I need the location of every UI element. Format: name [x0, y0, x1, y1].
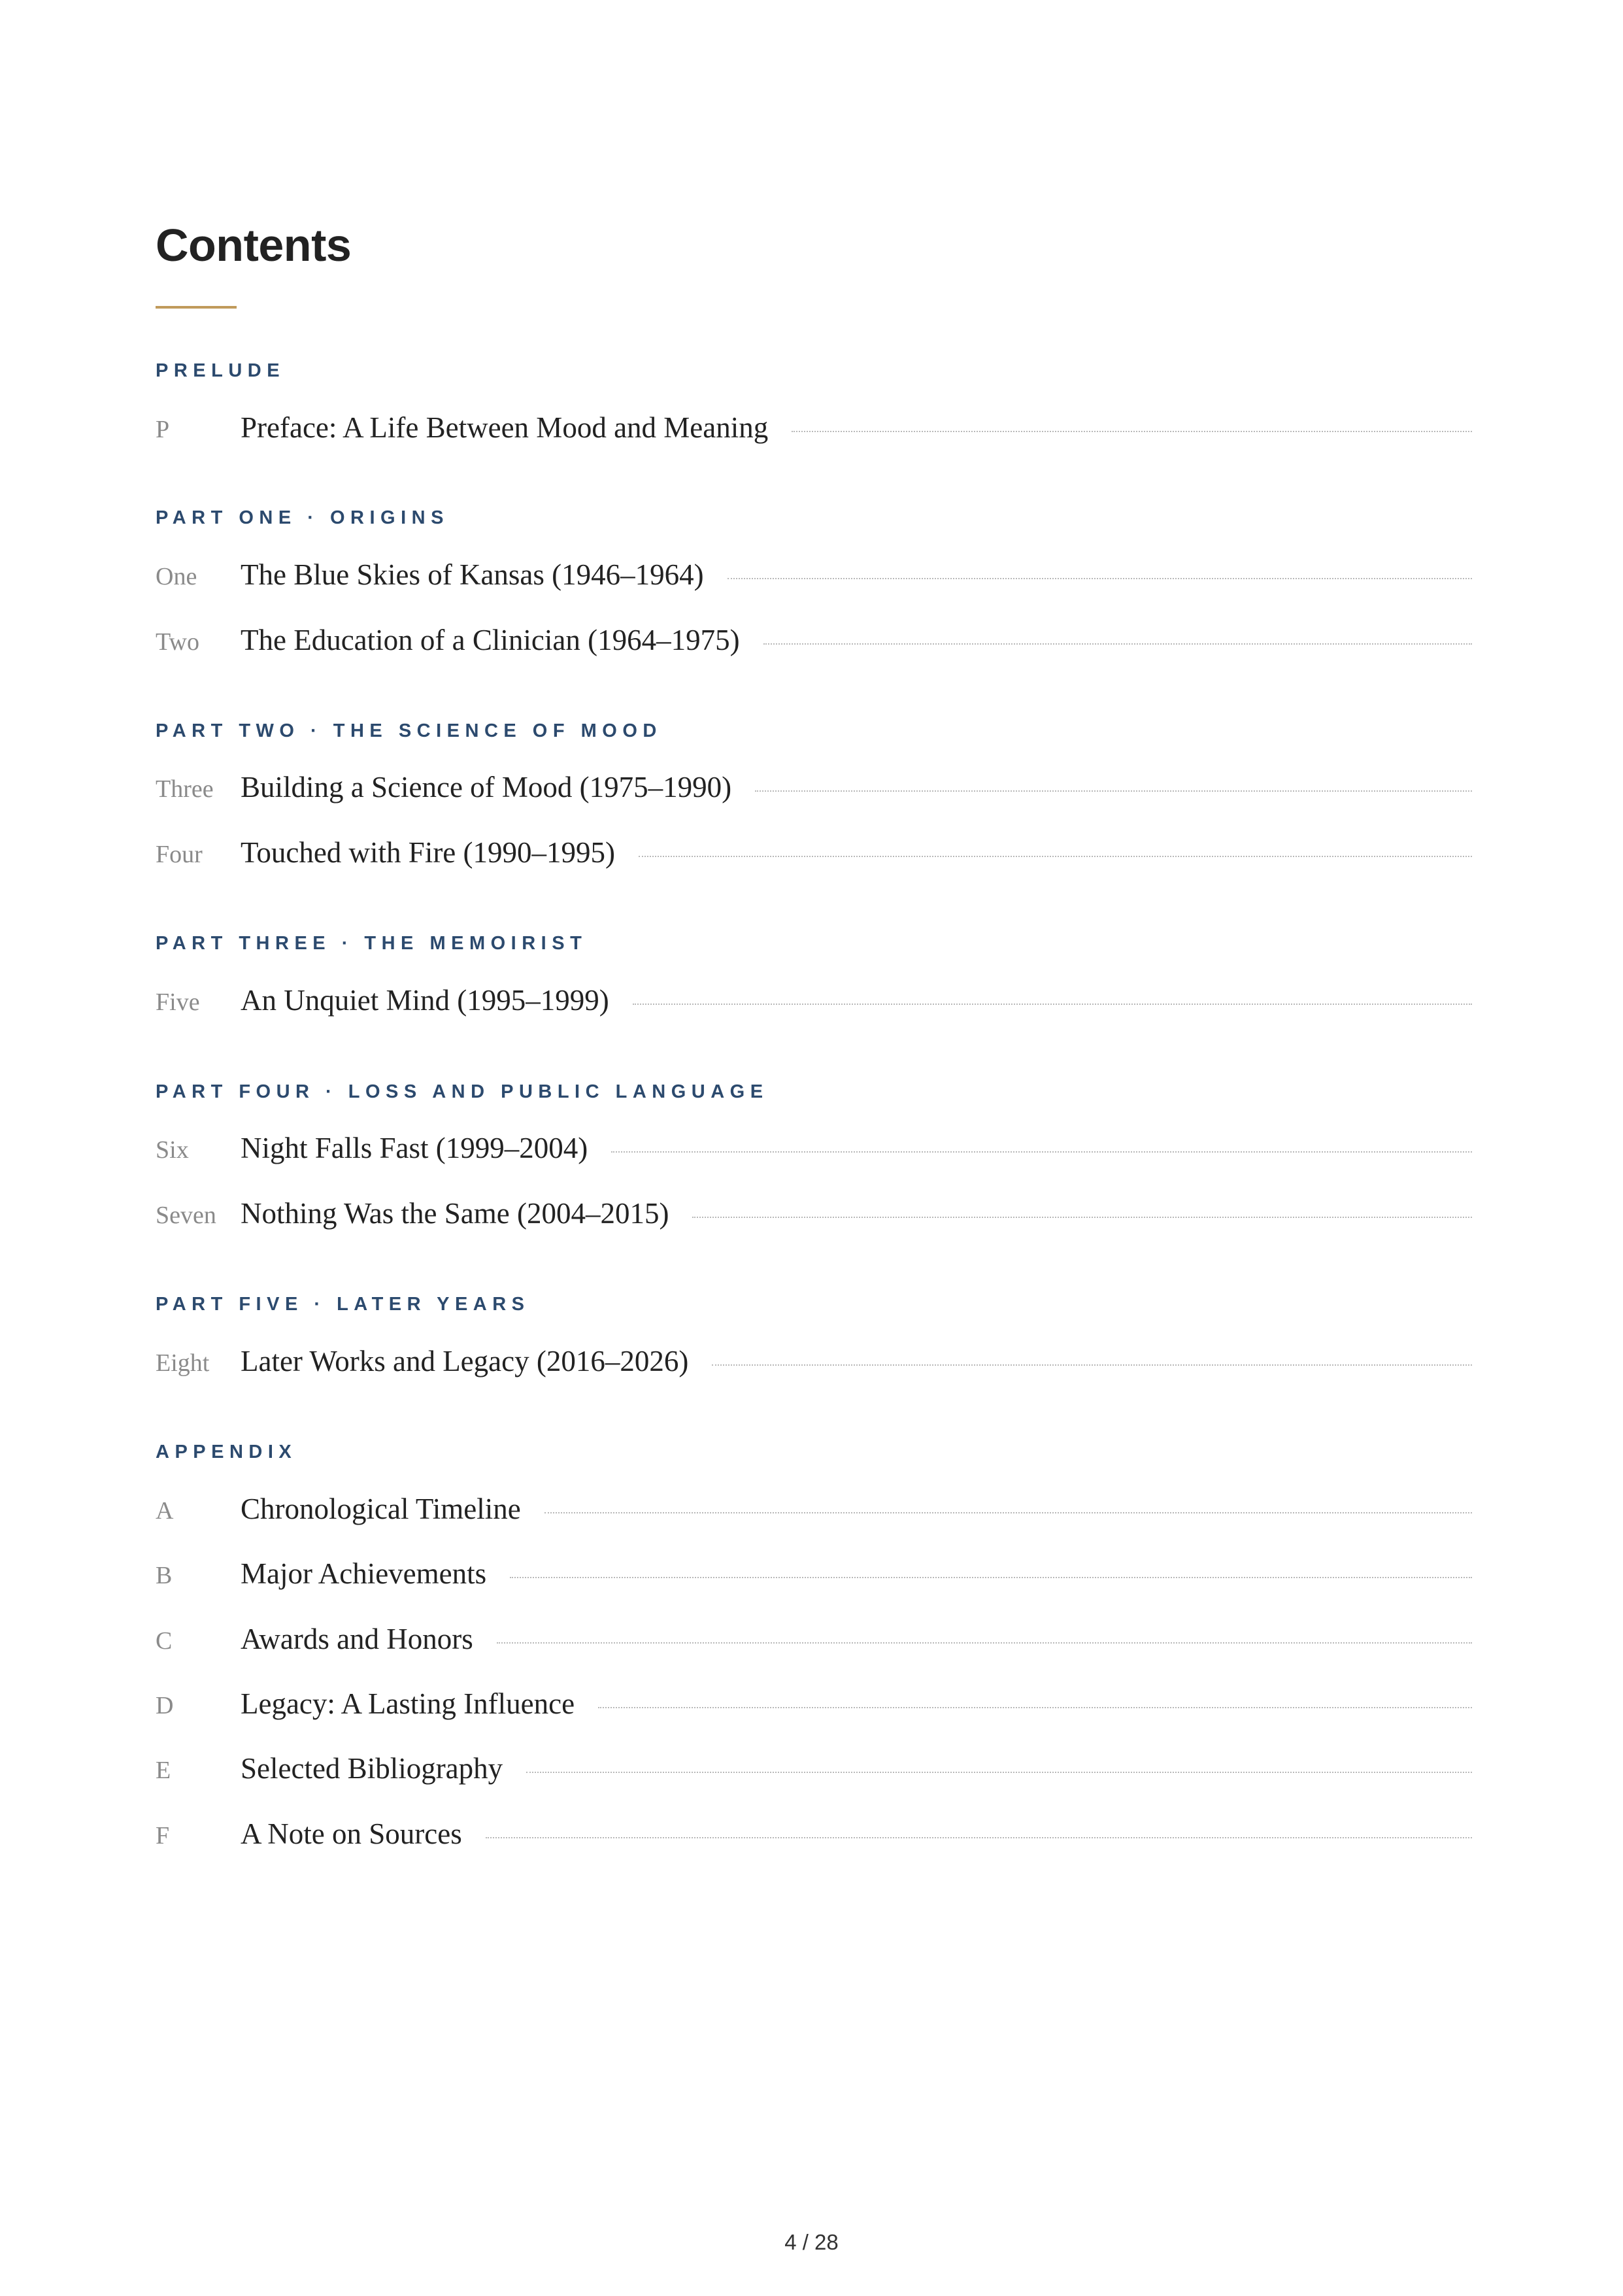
toc-entry[interactable]: [156, 1196, 1472, 1238]
entry-number: Six: [156, 1136, 189, 1164]
dot-leader: [611, 1151, 1472, 1153]
section-label-part-three: PART THREE · THE MEMOIRIST: [156, 933, 588, 954]
page-title: Contents: [156, 220, 352, 271]
entry-title: Selected Bibliography: [241, 1752, 503, 1785]
toc-entry[interactable]: [156, 1492, 1472, 1534]
toc-entry[interactable]: [156, 1344, 1472, 1386]
entry-title: Nothing Was the Same (2004–2015): [241, 1197, 669, 1230]
entry-number: P: [156, 416, 170, 443]
entry-number: E: [156, 1757, 171, 1784]
entry-number: Three: [156, 775, 214, 803]
toc-entry[interactable]: [156, 558, 1472, 599]
entry-number: Four: [156, 841, 203, 868]
toc-entry[interactable]: [156, 983, 1472, 1025]
entry-title: A Note on Sources: [241, 1817, 462, 1850]
dot-leader: [728, 578, 1472, 579]
toc-entry[interactable]: [156, 1687, 1472, 1729]
toc-entry[interactable]: [156, 1622, 1472, 1664]
dot-leader: [526, 1772, 1472, 1773]
page-number: 4 / 28: [784, 2230, 839, 2254]
entry-number: Five: [156, 988, 200, 1016]
toc-entry[interactable]: [156, 1131, 1472, 1173]
entry-title: Major Achievements: [241, 1557, 487, 1590]
dot-leader: [763, 643, 1472, 645]
entry-number: Seven: [156, 1202, 216, 1229]
entry-title: Legacy: A Lasting Influence: [241, 1687, 575, 1720]
toc-entry[interactable]: [156, 411, 1472, 452]
entry-title: Chronological Timeline: [241, 1493, 521, 1525]
title-underline: [156, 306, 237, 309]
dot-leader: [598, 1707, 1472, 1708]
section-label-appendix: APPENDIX: [156, 1442, 297, 1462]
section-label-prelude: PRELUDE: [156, 360, 286, 381]
entry-title: Awards and Honors: [241, 1623, 473, 1655]
toc-entry[interactable]: [156, 770, 1472, 812]
dot-leader: [755, 790, 1472, 792]
dot-leader: [544, 1512, 1472, 1513]
dot-leader: [497, 1642, 1472, 1644]
dot-leader: [633, 1004, 1472, 1005]
entry-number: Two: [156, 628, 200, 656]
toc-entry[interactable]: [156, 1817, 1472, 1859]
section-label-part-two: PART TWO · THE SCIENCE OF MOOD: [156, 720, 662, 741]
entry-number: C: [156, 1627, 173, 1655]
entry-title: The Blue Skies of Kansas (1946–1964): [241, 558, 704, 591]
dot-leader: [692, 1217, 1472, 1218]
toc-entry[interactable]: [156, 623, 1472, 665]
entry-title: An Unquiet Mind (1995–1999): [241, 984, 609, 1017]
section-label-part-four: PART FOUR · LOSS AND PUBLIC LANGUAGE: [156, 1081, 769, 1102]
dot-leader: [510, 1577, 1472, 1578]
entry-title: Night Falls Fast (1999–2004): [241, 1132, 588, 1164]
entry-number: D: [156, 1692, 174, 1719]
toc-entry[interactable]: [156, 1751, 1472, 1793]
entry-title: The Education of a Clinician (1964–1975): [241, 624, 740, 656]
toc-entry[interactable]: [156, 1557, 1472, 1598]
entry-number: A: [156, 1497, 174, 1525]
dot-leader: [792, 431, 1472, 432]
section-label-part-one: PART ONE · ORIGINS: [156, 507, 449, 528]
entry-number: B: [156, 1562, 173, 1589]
entry-number: Eight: [156, 1349, 210, 1377]
entry-title: Building a Science of Mood (1975–1990): [241, 771, 732, 803]
entry-title: Touched with Fire (1990–1995): [241, 836, 616, 869]
dot-leader: [712, 1364, 1472, 1366]
entry-number: One: [156, 563, 197, 590]
dot-leader: [639, 856, 1472, 857]
toc-entry[interactable]: [156, 836, 1472, 877]
entry-title: Preface: A Life Between Mood and Meaning: [241, 411, 769, 444]
entry-number: F: [156, 1822, 170, 1849]
section-label-part-five: PART FIVE · LATER YEARS: [156, 1294, 530, 1315]
entry-title: Later Works and Legacy (2016–2026): [241, 1345, 689, 1377]
dot-leader: [486, 1837, 1472, 1838]
